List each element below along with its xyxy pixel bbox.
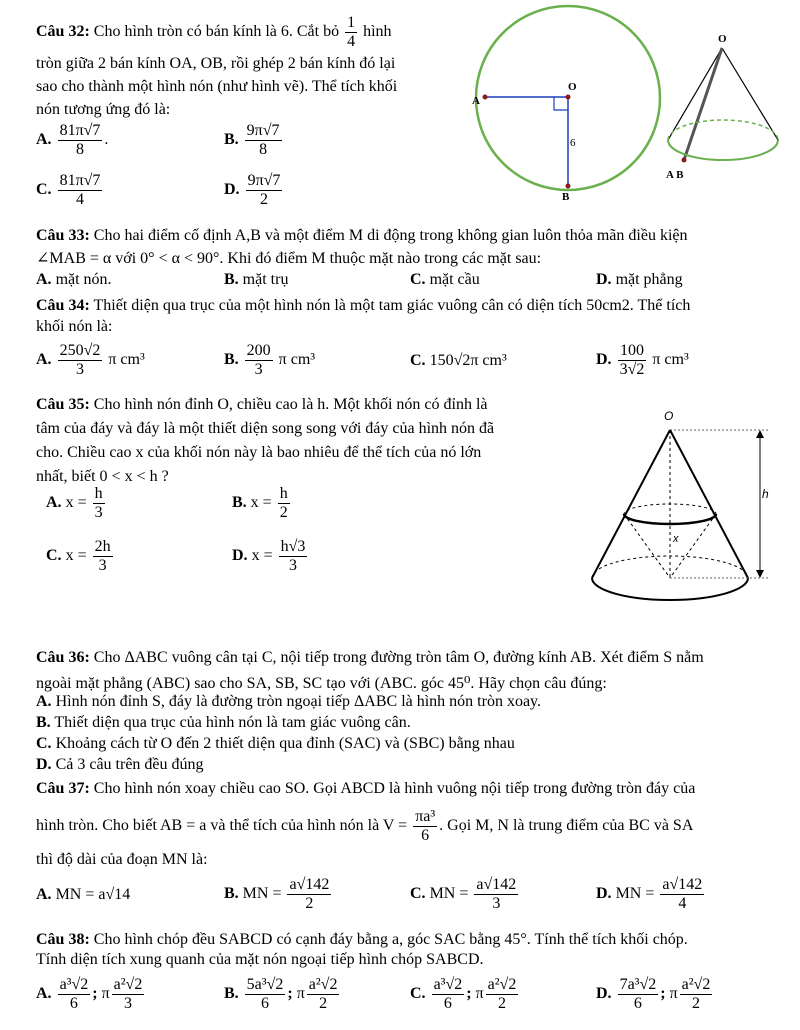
q35-line3: cho. Chiều cao x của khối nón này là bao nhiêu để thể tích của nó lớn <box>36 444 482 461</box>
q32-line1 <box>36 14 392 51</box>
q33-option-c[interactable]: C. mặt cầu <box>410 271 480 288</box>
q32-label-a: A <box>472 95 480 107</box>
q32-cone-point <box>682 158 687 163</box>
q32-circle-figure <box>470 0 670 215</box>
q34-label: Câu 34: <box>36 297 90 314</box>
q32-label-o: O <box>568 81 577 93</box>
q36-option-a[interactable]: A. Hình nón đỉnh S, đáy là đường tròn ngoại tiếp ΔABC là hình nón tròn xoay. <box>36 693 542 710</box>
q38-line2: Tính diện tích xung quanh của mặt nón ngoại tiếp hình chóp SABCD. <box>36 951 484 968</box>
q35-option-d[interactable]: D. x = $\frac{h√3}{3}$ <box>232 538 306 574</box>
q38-option-d[interactable]: D. $\frac{\text{7a³√2}}{6}$ ; π $\frac{\text{a²√2}}{2}$ <box>596 976 711 1012</box>
q36-option-c[interactable]: C. Khoảng cách từ O đến 2 thiết diện qua đỉnh (SAC) và (SBC) bằng nhau <box>36 735 515 752</box>
q34-option-b[interactable]: B. $\frac{200}{3}$ π cm³ <box>224 342 316 378</box>
q32-option-c[interactable]: C. $\frac{81\pi√7}{4}$ <box>36 172 101 208</box>
q37-option-d[interactable]: D. MN = $\frac{a√142}{4}$ <box>596 876 703 912</box>
q34-line2: khối nón là: <box>36 318 113 335</box>
q36-option-d[interactable]: D. Cả 3 câu trên đều đúng <box>36 756 204 773</box>
q35-option-a[interactable]: A. x = $\frac{h}{3}$ <box>46 485 103 521</box>
q32-point-a <box>483 95 488 100</box>
q32-label: Câu 32: <box>36 23 90 41</box>
q37-label: Câu 37: <box>36 780 90 797</box>
q38-option-b[interactable]: B. $\frac{\text{5a³√2}}{6}$ ; π $\frac{\text{a²√2}}{2}$ <box>224 976 338 1012</box>
q32-point-o <box>566 95 571 100</box>
q35-label-x: x <box>673 533 679 545</box>
q35-cone-figure <box>580 400 780 615</box>
q33-line2: ∠MAB = α với 0° < α < 90°. Khi đó điểm M thuộc mặt nào trong các mặt sau: <box>36 250 542 267</box>
q32-label-six: 6 <box>570 137 576 149</box>
q34-option-d[interactable]: D. $\frac{100}{3√2}$ π cm³ <box>596 342 689 378</box>
q37-option-a[interactable]: A. MN = a√14 <box>36 886 131 903</box>
q33-line1: Câu 33: Cho hai điểm cố định A,B và một điểm M di động trong không gian luôn thỏa mãn điều kiện <box>36 227 688 244</box>
q34-line1: Câu 34: Thiết diện qua trục của một hình nón là một tam giác vuông cân có diện tích 50cm2. Thể tích <box>36 297 691 314</box>
q36-line1: Câu 36: Cho ΔABC vuông cân tại C, nội tiếp trong đường tròn tâm O, đường kính AB. Xét điểm S nằm <box>36 649 704 666</box>
q37-option-c[interactable]: C. MN = $\frac{a√142}{3}$ <box>410 876 517 912</box>
q37-option-b[interactable]: B. MN = $\frac{a√142}{2}$ <box>224 876 330 912</box>
q32-cone-figure <box>660 30 790 190</box>
q38-line1: Câu 38: Cho hình chóp đều SABCD có cạnh đáy bằng a, góc SAC bằng 45°. Tính thể tích khối chóp. <box>36 931 688 948</box>
q32-line4: nón tương ứng đó là: <box>36 101 171 118</box>
q33-option-a[interactable]: A. mặt nón. <box>36 271 112 288</box>
q32-option-d[interactable]: D. $\frac{9\pi√7}{2}$ <box>224 172 281 208</box>
q34-option-c[interactable]: C. 150√2π cm³ <box>410 352 507 369</box>
q38-option-c[interactable]: C. $\frac{\text{a³√2}}{6}$ ; π $\frac{\text{a²√2}}{2}$ <box>410 976 517 1012</box>
q32-label-b: B <box>562 191 570 203</box>
q35-label-h: h <box>762 487 769 501</box>
q36-line2: ngoài mặt phẳng (ABC) sao cho SA, SB, SC tạo với (ABC. góc 45⁰. Hãy chọn câu đúng: <box>36 675 607 692</box>
q37-line3: thì độ dài của đoạn MN là: <box>36 851 208 868</box>
q32-point-b <box>566 184 571 189</box>
q38-label: Câu 38: <box>36 931 90 948</box>
q35-line1: Câu 35: Cho hình nón đỉnh O, chiều cao là h. Một khối nón có đỉnh là <box>36 396 488 413</box>
q35-line2: tâm của đáy và đáy là một thiết diện song song với đáy của hình nón đã <box>36 420 495 437</box>
q33-option-d[interactable]: D. mặt phẳng <box>596 271 683 288</box>
q33-label: Câu 33: <box>36 227 90 244</box>
q32-right-angle <box>554 97 568 110</box>
q32-cone-label-ab: A B <box>666 169 684 181</box>
q32-line2: tròn giữa 2 bán kính OA, OB, rồi ghép 2 bán kính đó lại <box>36 55 396 72</box>
q35-label-o: O <box>664 409 674 423</box>
q33-option-b[interactable]: B. mặt trụ <box>224 271 289 288</box>
q37-line1: Câu 37: Cho hình nón xoay chiều cao SO. Gọi ABCD là hình vuông nội tiếp trong đường tròn đáy của <box>36 780 696 797</box>
q37-line2: hình tròn. Cho biết AB = a và thể tích của hình nón là V = $\frac{\text{πa³}}{6}$ . Gọi M, N là trung điểm của BC và SA <box>36 808 694 844</box>
q35-label: Câu 35: <box>36 396 90 413</box>
q32-cone-label-o: O <box>718 33 727 45</box>
q36-option-b[interactable]: B. Thiết diện qua trục của hình nón là tam giác vuông cân. <box>36 714 411 731</box>
q36-label: Câu 36: <box>36 649 90 666</box>
q35-option-c[interactable]: C. x = $\frac{2h}{3}$ <box>46 538 111 574</box>
q32-fraction: $\frac{1}{4}$ <box>347 14 356 50</box>
q32-option-a[interactable]: A. $\frac{81\pi√7}{8}$ . <box>36 122 109 158</box>
q38-option-a[interactable]: A. $\frac{\text{a³√2}}{6}$ ; π $\frac{\text{a²√2}}{3}$ <box>36 976 143 1012</box>
q32-option-b[interactable]: B. $\frac{9\pi√7}{8}$ <box>224 122 280 158</box>
q34-option-a[interactable]: A. $\frac{250√2}{3}$ π cm³ <box>36 342 145 378</box>
q35-line4: nhất, biết 0 < x < h ? <box>36 468 169 485</box>
q35-option-b[interactable]: B. x = $\frac{h}{2}$ <box>232 485 288 521</box>
q32-text-a: Cho hình tròn có bán kính là 6. Cắt bỏ <box>93 23 340 41</box>
q32-line3: sao cho thành một hình nón (như hình vẽ). Thể tích khối <box>36 78 398 95</box>
q32-text-b: hình <box>363 23 392 41</box>
q37-volume-fraction: $\frac{\text{πa³}}{6}$ <box>415 808 436 844</box>
